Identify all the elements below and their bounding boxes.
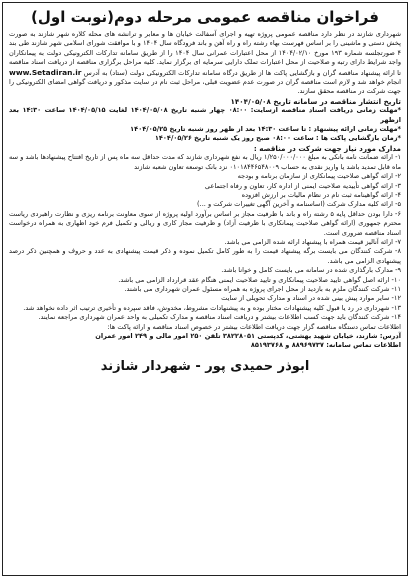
list-item: ۵- ارائه کلیه مدارک شرکت (اساسنامه و آخرین آگهی تغییرات شرکت و ...) [197, 200, 401, 209]
deadline-docs: *مهلت زمانی دریافت اسناد مناقصه ازسایت: ۰۸:۰۰ چهار شنبه تاریخ ۱۴۰۴/۰۵/۰۸ لغایت ۱۴۰۴/۰۵/۱۵ ساعت ۱۴:۳۰ بعد ازظهر [9, 106, 401, 124]
list-item: ۸- شرکت کنندگان می بایست برگه پیشنهاد قیمت را به طور کامل تکمیل نموده و ذکر قیمت پیشنهادی به عدد و حروف و همچنین ذکر درصد پیشنهادی الزامی می باشد. [9, 247, 401, 265]
contact-note: اطلاعات تماس دستگاه مناقصه گزار جهت دریافت اطلاعات بیشتر در خصوص اسناد مناقصه و ارائه پاکت ها: [107, 322, 401, 331]
list-item: ۹- مدارک بارگذاری شده در سامانه می بایست کامل و خوانا باشد. [221, 266, 401, 275]
list-item: ۳- ارائه گواهی تأییدیه صلاحیت ایمنی از اداره کار، تعاون و رفاه اجتماعی [204, 181, 401, 190]
list-item: ۱۴- شرکت کنندگان باید جهت کسب اطلاعات بیشتر و دریافت اسناد مناقصه و مدارک تکمیلی به واحد عمران شهرداری مراجعه نمایند. [38, 313, 401, 322]
list-item: ۶- دارا بودن حداقل پایه ۵ رشته راه و باند با ظرفیت مجاز بر اساس برآورد اولیه پروژه از سوی معاونت برنامه ریزی و نظارت راهبردی ریاست محترم جمهوری (ارائه گواهی صلاحیت پیمانکاری با ظرفیت آزاد) و ظرفیت مجاز کاری و ریالی و تکمیل فرم خود اظهاری به همراه درخواست اسناد مناقصه ضروری است. [9, 209, 401, 237]
list-item: ۱- ارائه ضمانت نامه بانکی به مبلغ ۱/۲۵۰/۰۰۰/۰۰۰ ریال به نفع شهرداری شازند که مدت حداقل سه ماه پس از تاریخ افتتاح پیشنهادها باشد و سه ماه قابل تمدید باشد یا واریز نقدی به حساب ۰۱۰۱۸۴۴۶۵۴۸۰۰۹ نزد بانک توسعه تعاون شعبه شازند [9, 153, 401, 171]
notice-title: فراخوان مناقصه عمومی مرحله دوم(نوبت اول) [31, 8, 379, 26]
list-item: ۱۰- ارائه اصل گواهی تایید صلاحیت پیمانکاری و تایید صلاحیت ایمنی هنگام عقد قرارداد الزامی می باشد. [118, 275, 401, 284]
intro-paragraph [9, 30, 401, 97]
signature: ابوذر حمیدی پور - شهردار شازند [100, 358, 310, 374]
setad-site-link[interactable]: www.Setadiran.ir [9, 67, 82, 77]
notice-body [3, 3, 407, 377]
list-item: ۱۳- شهرداری در رد یا قبول کلیه پیشنهادات مختار بوده و به پیشنهادات مشروط، مخدوش، فاقد سپرده و تأخیری ترتیب اثر داده نخواهد شد. [23, 303, 401, 312]
list-item: ۱۲- سایر موارد پیش بینی شده در اسناد و مدارک تحویلی از سایت [221, 294, 401, 303]
docs-heading: مدارک مورد نیاز جهت شرکت در مناقصه : [253, 143, 401, 153]
intro-text: شهرداری شازند در نظر دارد مناقصه عمومی پروژه تهیه و اجرای آسفالت خیابان ها و معابر و ترانشه های محله کلاره شهر شازند به صورت پخش دستی و ماشینی را بر اساس فهرست بهاء رشته راه و راه آهن و باند فرودگاه سال ۱۴۰۴ و با موافقت شورای اسلامی شهر شازند طی بند ۴ صورتجلسه شماره ۱۹۳ مورخ ۱۴۰۴/۰۲/۱۰ از محل اعتبارات عمرانی سال ۱۴۰۴ را از طریق سامانه تدارکات الکترونیکی دولت به پیمانکاران واجد شرایط دارای رتبه و صلاحیت از محل اعتبارات تملک دارایی سرمایه ای برگزار نماید. کلیه مراحل برگزاری مناقصه از دریافت اسناد مناقصه تا ارائه پیشنهاد مناقصه گران و بازگشایی پاکت ها از طریق درگاه سامانه تدارکات الکترونیکی دولت (ستاد) به آدرس [9, 30, 402, 77]
notice-frame [2, 2, 408, 576]
publish-date: تاریخ انتشار مناقصه در سامانه تاریخ ۱۴۰۴/۰۵/۰۸ [230, 96, 401, 106]
intro-text-2: انجام خواهد شد و لازم است مناقصه گران در صورت عدم عضویت قبلی، مراحل ثبت نام در سایت مذکور و دریافت گواهی امضای الکترونیکی را جهت شرکت در مناقصه محقق سازند. [9, 78, 401, 96]
deadline-offer: *مهلت زمانی ارائه پیشنهاد : تا ساعت ۱۴:۳۰ بعد از ظهر روز شنبه تاریخ ۱۴۰۴/۰۵/۲۵ [130, 125, 401, 134]
list-item: ۷- ارائه آنالیز قیمت همراه با پیشنهاد ارائه شده الزامی می باشد. [224, 237, 401, 246]
list-item: ۱۱- شرکت کنندگان ملزم به بازدید از محل اجرای پروژه به همراه مسئول عمران شهرداری می باشند. [124, 284, 401, 293]
phones: اطلاعات تماس سامانه: ۸۸۹۶۹۷۳۷ و ۸۵۱۹۳۷۶۸ [250, 341, 401, 350]
address: آدرس: شازند، خیابان شهید بهشتی، کدپستی ۳۸۲۲۸۰۵۱ تلفن ۲۵۰ امور مالی و ۲۴۹ امور عمران [95, 332, 401, 340]
opening-time: *زمان بازگشایی پاکت ها : ساعت ۰۸:۰۰ صبح روز یک شنبه تاریخ ۱۴۰۴/۰۵/۲۶ [154, 134, 401, 143]
list-item: ۴- ارائه گواهینامه ثبت نام در نظام مالیات بر ارزش افزوده [241, 190, 401, 199]
list-item: ۲- ارائه گواهی صلاحیت پیمانکاری از سازمان برنامه و بودجه [237, 172, 401, 181]
